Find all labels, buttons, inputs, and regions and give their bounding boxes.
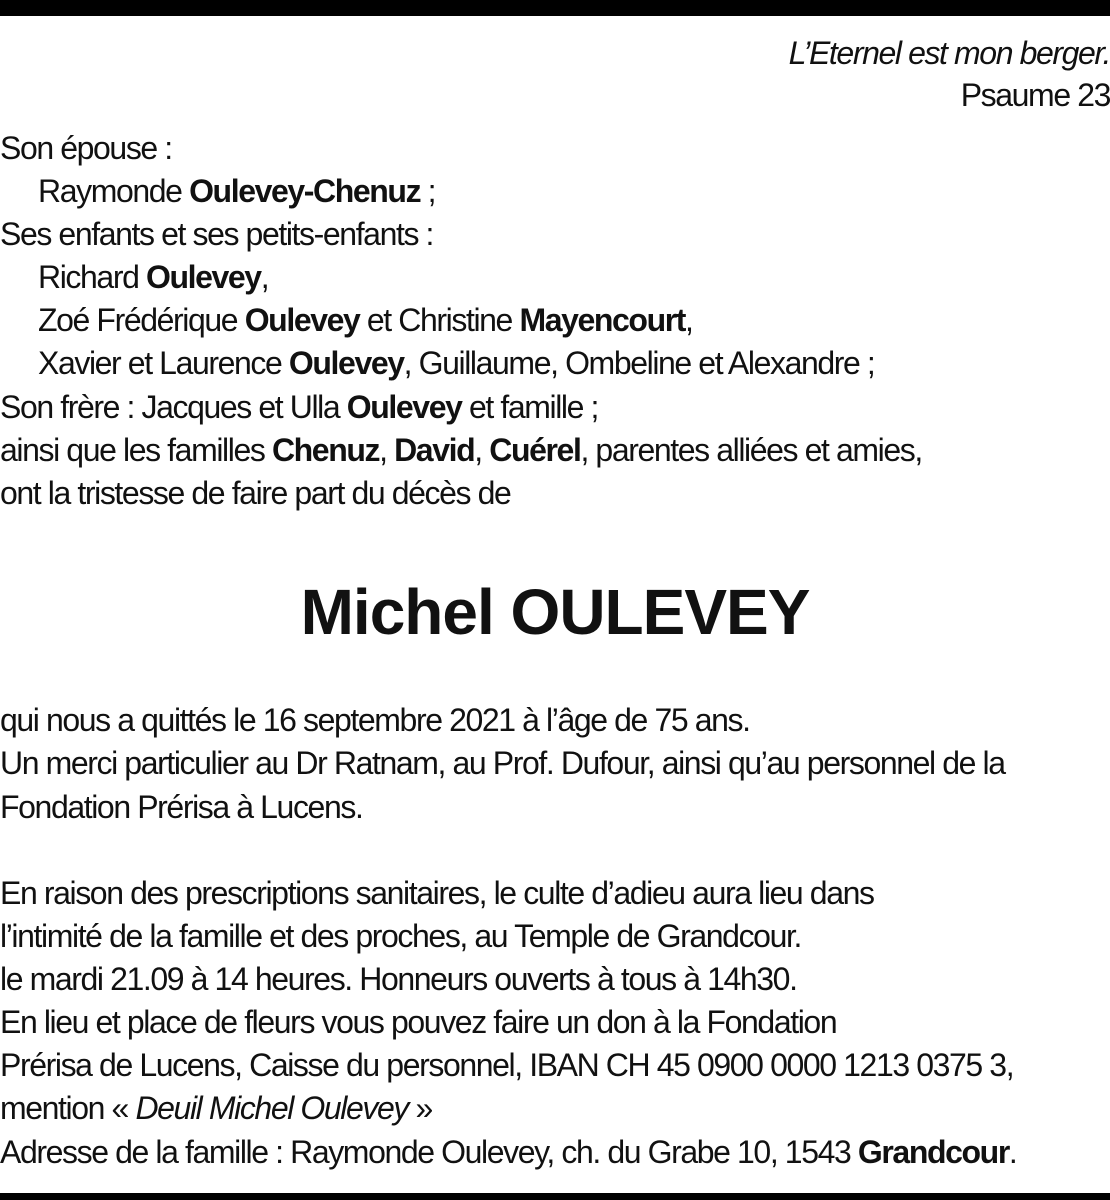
child-line-3	[0, 343, 1110, 383]
mention-text: Deuil Michel Oulevey	[135, 1090, 409, 1126]
top-border-rule	[0, 0, 1110, 16]
address-end: .	[1008, 1134, 1017, 1170]
body-line-5: l’intimité de la famille et des proches, au Temple de Grandcour.	[0, 918, 801, 954]
brother-line-end: et famille ;	[461, 389, 599, 425]
families-separator-2: ,	[474, 432, 490, 468]
child1-line-end: ,	[260, 259, 269, 295]
bottom-border-rule	[0, 1193, 1110, 1200]
family-address-line	[0, 1132, 1110, 1172]
families-line-end: , parentes alliées et amies,	[580, 432, 922, 468]
families-pre: ainsi que les familles	[0, 432, 272, 468]
body-line-9	[0, 1088, 1110, 1128]
address-town: Grandcour	[857, 1134, 1009, 1170]
child1-last-name: Oulevey	[145, 259, 261, 295]
child2-line-end: ,	[685, 302, 693, 338]
body-line-2: Un merci particulier au Dr Ratnam, au Prof. Dufour, ainsi qu’au personnel de la	[0, 745, 1005, 781]
brother-last-name: Oulevey	[346, 389, 462, 425]
child2-partner-last-name: Mayencourt	[519, 302, 686, 338]
child-line-1	[0, 257, 1110, 297]
body-line-1: qui nous a quittés le 16 septembre 2021 à l’âge de 75 ans.	[0, 702, 750, 738]
child2-mid: et Christine	[359, 302, 520, 338]
body-line-4: En raison des prescriptions sanitaires, le culte d’adieu aura lieu dans	[0, 875, 874, 911]
epigraph-quote: L’Eternel est mon berger.	[788, 35, 1110, 71]
child3-last-name: Oulevey	[288, 345, 404, 381]
family-name-david: David	[394, 432, 475, 468]
child2-first-name: Zoé Frédérique	[38, 302, 238, 338]
child3-first-name: Xavier et Laurence	[38, 345, 282, 381]
child1-first-name: Richard	[38, 259, 139, 295]
epigraph-source: Psaume 23	[960, 77, 1110, 113]
address-pre: Adresse de la famille : Raymonde Oulevey, ch. du Grabe 10, 1543	[0, 1134, 858, 1170]
spouse-line	[0, 171, 1110, 211]
announcement-line: ont la tristesse de faire part du décès de	[0, 475, 511, 511]
body-line-8: Prérisa de Lucens, Caisse du personnel, IBAN CH 45 0900 0000 1213 0375 3,	[0, 1047, 1014, 1083]
families-line	[0, 430, 1110, 470]
children-label: Ses enfants et ses petits-enfants :	[0, 216, 434, 252]
family-name-cuerel: Cuérel	[489, 432, 581, 468]
deceased-name: Michel OULEVEY	[300, 576, 810, 648]
brother-line	[0, 387, 1110, 427]
brother-pre: Son frère : Jacques et Ulla	[0, 389, 347, 425]
spouse-label: Son épouse :	[0, 130, 172, 166]
mention-post: »	[408, 1090, 432, 1126]
mention-pre: mention «	[0, 1090, 136, 1126]
spouse-last-name: Oulevey-Chenuz	[189, 173, 421, 209]
families-separator-1: ,	[379, 432, 395, 468]
family-name-chenuz: Chenuz	[271, 432, 380, 468]
child3-line-end: , Guillaume, Ombeline et Alexandre ;	[403, 345, 875, 381]
child2-last-name: Oulevey	[244, 302, 360, 338]
body-line-6: le mardi 21.09 à 14 heures. Honneurs ouverts à tous à 14h30.	[0, 961, 797, 997]
body-line-7: En lieu et place de fleurs vous pouvez faire un don à la Fondation	[0, 1004, 837, 1040]
spouse-line-end: ;	[420, 173, 436, 209]
spouse-first-name: Raymonde	[38, 173, 182, 209]
child-line-2	[0, 300, 1110, 340]
body-line-3: Fondation Prérisa à Lucens.	[0, 789, 363, 825]
